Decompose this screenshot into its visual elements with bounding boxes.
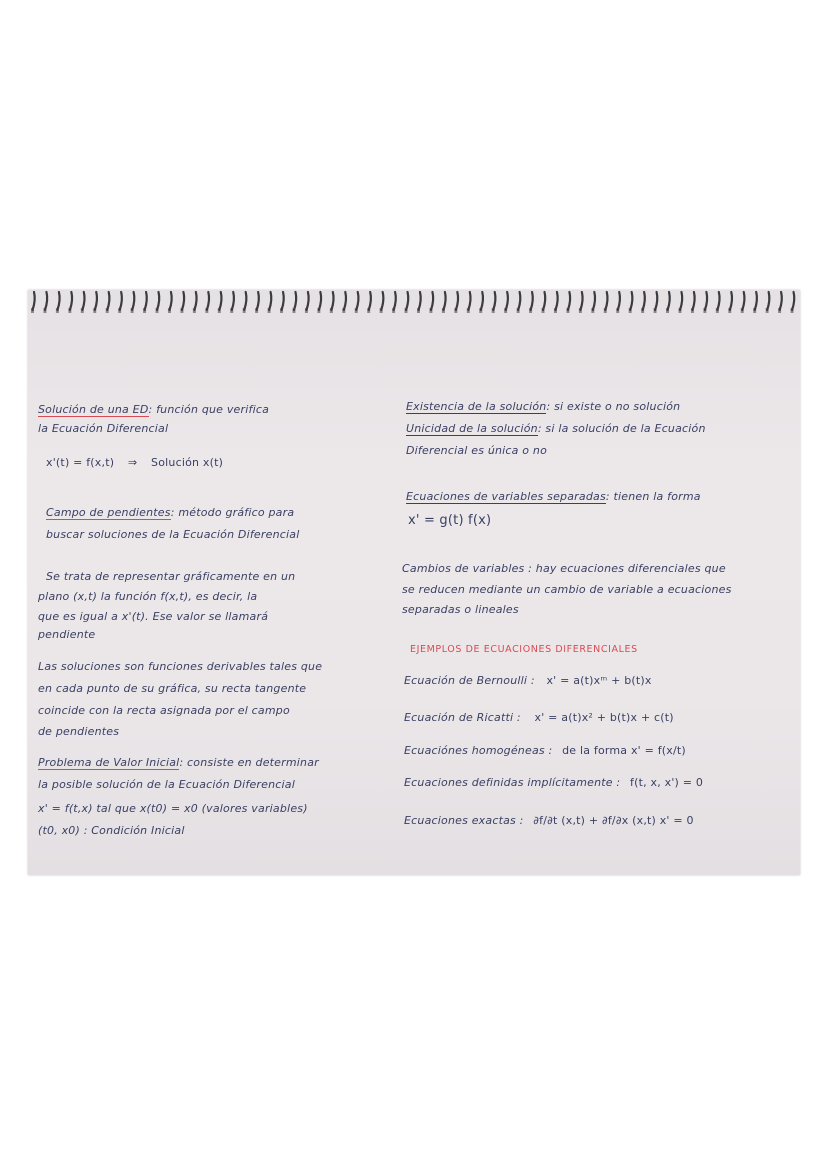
variables-separadas-term: Ecuaciones de variables separadas (406, 490, 606, 503)
ejemplo-item (404, 814, 694, 827)
spiral-ring (132, 292, 134, 310)
representar-line4: pendiente (38, 628, 96, 641)
spiral-ring (344, 292, 346, 310)
spiral-ring (717, 292, 719, 310)
spiral-ring (468, 292, 470, 310)
spiral-ring (692, 292, 694, 310)
spiral-ring (319, 292, 321, 310)
spiral-ring (518, 292, 520, 310)
spiral-ring (381, 292, 383, 310)
spiral-ring (182, 292, 184, 310)
spiral-ring (506, 292, 508, 310)
existencia-definition: : si existe o no solución (546, 400, 681, 413)
variables-separadas-definition: : tienen la forma (605, 490, 701, 503)
spiral-ring (120, 292, 122, 310)
cambios-variables-line2: se reducen mediante un cambio de variable a ecuaciones (402, 583, 732, 596)
ejemplo-label: Ecuación de Ricatti : (404, 711, 521, 724)
notebook-page (28, 290, 800, 875)
existencia-term: Existencia de la solución (406, 400, 547, 413)
spiral-ring (244, 292, 246, 310)
spiral-ring (369, 292, 371, 310)
solucion-ed-line2: la Ecuación Diferencial (38, 422, 169, 435)
spiral-ring (481, 292, 483, 310)
campo-pendientes-term: Campo de pendientes (46, 506, 171, 519)
campo-pendientes-line2: buscar soluciones de la Ecuación Diferencial (46, 528, 300, 541)
spiral-ring (232, 292, 234, 310)
ejemplo-formula: x' = a(t)x² + b(t)x + c(t) (534, 711, 674, 724)
ejemplos-heading: EJEMPLOS DE ECUACIONES DIFERENCIALES (410, 644, 638, 655)
spiral-ring (294, 292, 296, 310)
spiral-ring (755, 292, 757, 310)
existencia-line (406, 400, 680, 413)
spiral-ring (767, 292, 769, 310)
spiral-ring (207, 292, 209, 310)
spiral-ring (406, 292, 408, 310)
problema-valor-inicial-line2: la posible solución de la Ecuación Diferencial (38, 778, 295, 791)
spiral-ring (269, 292, 271, 310)
ejemplo-formula: x' = a(t)xᵐ + b(t)x (546, 674, 652, 687)
spiral-ring (70, 292, 72, 310)
ejemplo-item (404, 674, 652, 687)
cambios-variables-line3: separadas o lineales (402, 603, 519, 616)
arrow-icon: ⇒ (127, 456, 138, 469)
spiral-ring (593, 292, 595, 310)
ejemplo-item (404, 744, 686, 757)
spiral-ring (493, 292, 495, 310)
unicidad-line2: Diferencial es única o no (406, 444, 548, 457)
spiral-ring (531, 292, 533, 310)
campo-pendientes-line1 (46, 506, 294, 519)
variables-separadas-line (406, 490, 701, 503)
spiral-ring (456, 292, 458, 310)
ejemplo-label: Ecuaciones exactas : (404, 814, 524, 827)
representar-line2: plano (x,t) la función f(x,t), es decir, la (38, 590, 258, 603)
cambios-variables-line1: Cambios de variables : hay ecuaciones diferenciales que (402, 562, 726, 575)
spiral-ring (107, 292, 109, 310)
spiral-ring (157, 292, 159, 310)
spiral-ring (194, 292, 196, 310)
spiral-ring (792, 292, 794, 310)
spiral-ring (668, 292, 670, 310)
problema-valor-inicial-line1 (38, 756, 319, 769)
ejemplo-item (404, 776, 703, 789)
spiral-ring (780, 292, 782, 310)
spiral-binding (28, 290, 800, 320)
representar-line3: que es igual a x'(t). Ese valor se llamará (38, 610, 269, 623)
spiral-ring (306, 292, 308, 310)
spiral-ring (219, 292, 221, 310)
spiral-ring (742, 292, 744, 310)
soluciones-line3: coincide con la recta asignada por el campo (38, 704, 290, 717)
spiral-ring (145, 292, 147, 310)
solucion-ed-line1 (38, 403, 269, 416)
variables-separadas-formula: x' = g(t) f(x) (408, 513, 492, 528)
solucion-ed-definition: : función que verifica (148, 403, 270, 416)
spiral-ring (630, 292, 632, 310)
spiral-ring (257, 292, 259, 310)
spiral-ring (705, 292, 707, 310)
problema-valor-inicial-line4: (t0, x0) : Condición Inicial (38, 824, 185, 837)
ejemplo-formula: ∂f/∂t (x,t) + ∂f/∂x (x,t) x' = 0 (533, 814, 694, 827)
spiral-ring (431, 292, 433, 310)
spiral-ring (605, 292, 607, 310)
spiral-ring (331, 292, 333, 310)
spiral-ring (680, 292, 682, 310)
ejemplo-label: Ecuaciones definidas implícitamente : (404, 776, 621, 789)
campo-pendientes-definition: : método gráfico para (170, 506, 295, 519)
unicidad-line1 (406, 422, 706, 435)
formula-rhs: Solución x(t) (151, 456, 224, 469)
problema-valor-inicial-term: Problema de Valor Inicial (38, 756, 180, 769)
spiral-rings (28, 290, 800, 320)
solucion-ed-term: Solución de una ED (38, 403, 149, 416)
soluciones-line4: de pendientes (38, 725, 120, 738)
spiral-ring (33, 292, 35, 310)
ejemplo-label: Ecuaciónes homogéneas : (404, 744, 553, 757)
spiral-ring (419, 292, 421, 310)
formula-lhs: x'(t) = f(x,t) (46, 456, 115, 469)
representar-line1: Se trata de representar gráficamente en un (46, 570, 296, 583)
spiral-ring (730, 292, 732, 310)
spiral-ring (555, 292, 557, 310)
ejemplo-formula: f(t, x, x') = 0 (630, 776, 704, 789)
spiral-ring (57, 292, 59, 310)
ejemplo-item (404, 711, 674, 724)
soluciones-line2: en cada punto de su gráfica, su recta tangente (38, 682, 307, 695)
spiral-ring (655, 292, 657, 310)
solucion-ed-formula (46, 456, 223, 469)
spiral-ring (95, 292, 97, 310)
spiral-ring (443, 292, 445, 310)
ejemplo-label: Ecuación de Bernoulli : (404, 674, 535, 687)
spiral-ring (45, 292, 47, 310)
spiral-ring (169, 292, 171, 310)
spiral-ring (580, 292, 582, 310)
spiral-ring (282, 292, 284, 310)
spiral-ring (643, 292, 645, 310)
problema-valor-inicial-definition: : consiste en determinar (179, 756, 319, 769)
spiral-ring (394, 292, 396, 310)
ejemplo-formula: de la forma x' = f(x/t) (562, 744, 686, 757)
spiral-ring (568, 292, 570, 310)
spiral-ring (618, 292, 620, 310)
spiral-ring (82, 292, 84, 310)
spiral-ring (543, 292, 545, 310)
problema-valor-inicial-line3: x' = f(t,x) tal que x(t0) = x0 (valores variables) (38, 802, 308, 815)
soluciones-line1: Las soluciones son funciones derivables tales que (38, 660, 323, 673)
unicidad-definition: : si la solución de la Ecuación (537, 422, 706, 435)
spiral-ring (356, 292, 358, 310)
unicidad-term: Unicidad de la solución (406, 422, 538, 435)
